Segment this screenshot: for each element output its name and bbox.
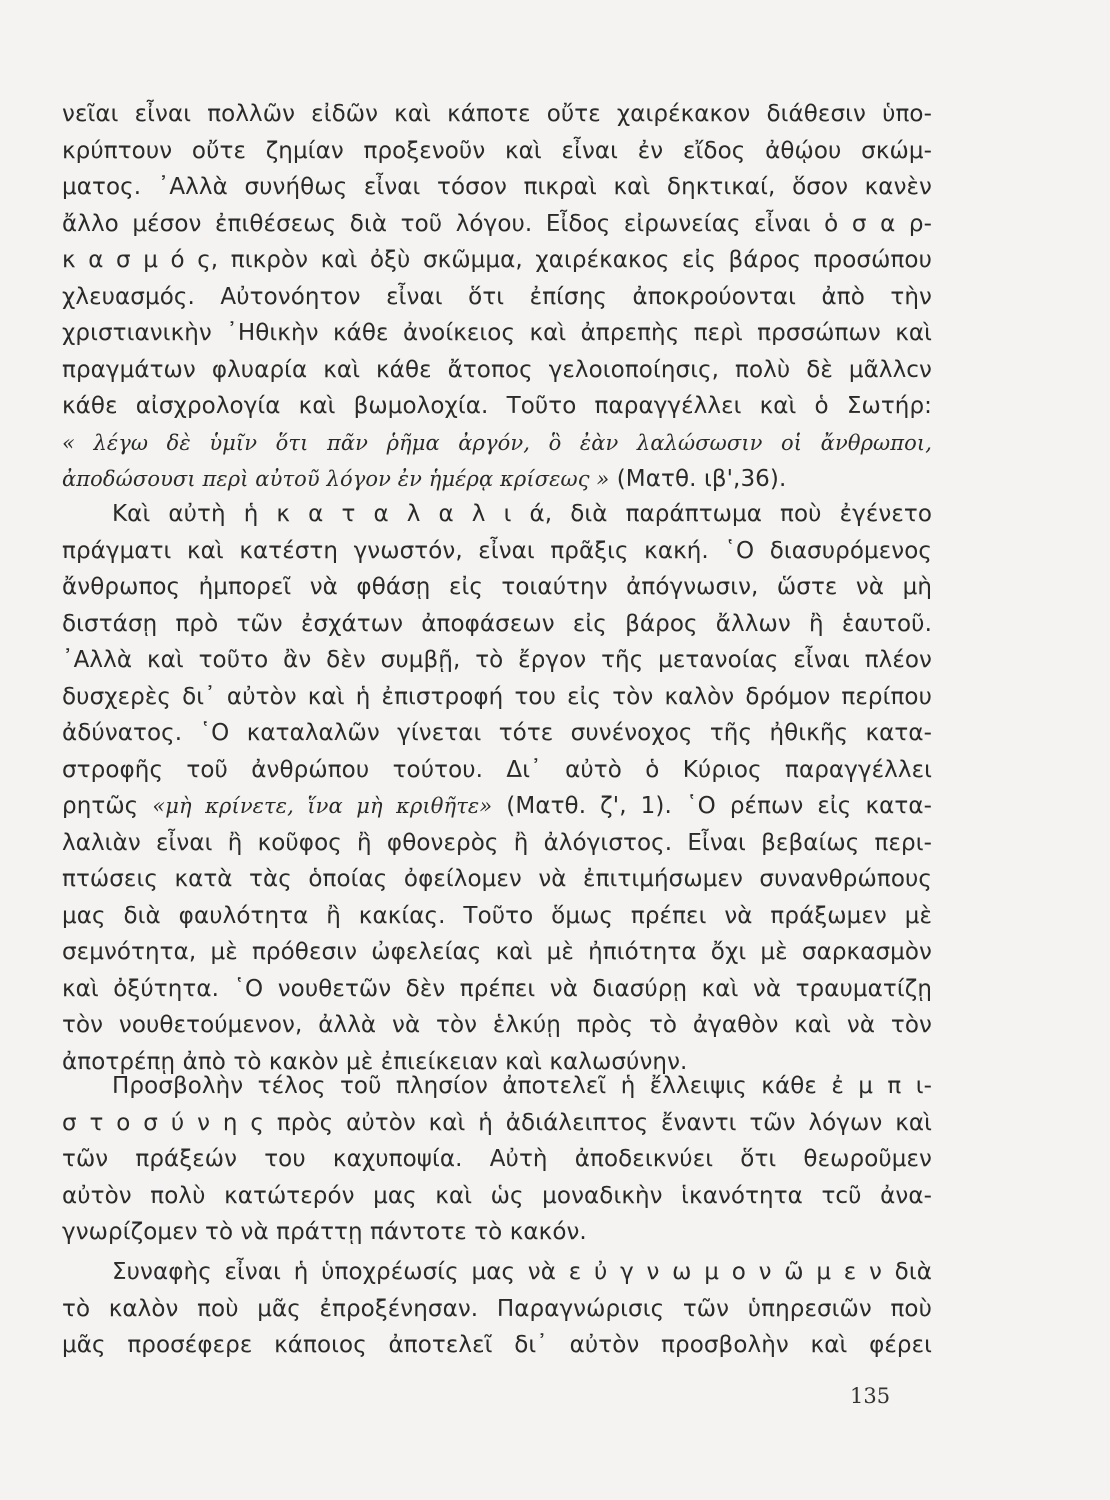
- text-line: γνωρίζομεν τὸ νὰ πράττῃ πάντοτε τὸ κακόν.: [62, 1219, 587, 1245]
- text-line: διστάσῃ πρὸ τῶν ἐσχάτων ἀποφάσεων εἰς βάρος ἄλλων ἢ ἑαυτοῦ.: [62, 610, 932, 637]
- paragraph-4: [62, 1254, 932, 1364]
- quote-line: [62, 425, 932, 462]
- scripture-quote: ἀποδώσουσι περὶ αὐτοῦ λόγον ἐν ἡμέρᾳ κρίσεως »: [62, 467, 610, 491]
- text-line: τῶν πράξεών του καχυποψία. Αὐτὴ ἀποδεικνύει ὅτι θεωροῦμεν: [62, 1146, 932, 1172]
- text-line: ἀδύνατος. ῾Ο καταλαλῶν γίνεται τότε συνένοχος τῆς ἠθικῆς κατα-: [62, 720, 932, 746]
- text-line: στροφῆς τοῦ ἀνθρώπου τούτου. Δι᾿ αὐτὸ ὁ Κύριος παραγγέλλει: [62, 756, 932, 783]
- text-line: μᾶς προσέφερε κάποιος ἀποτελεῖ δι᾿ αὐτὸν προσβολὴν καὶ φέρει: [62, 1332, 932, 1358]
- text-line: νεῖαι εἶναι πολλῶν εἰδῶν καὶ κάποτε οὔτε χαιρέκακον διάθεσιν ὑπο-: [62, 101, 932, 127]
- text-line: πτώσεις κατὰ τὰς ὁποίας ὀφείλομεν νὰ ἐπιτιμήσωμεν συνανθρώπους: [62, 866, 932, 892]
- text-line: λαλιὰν εἶναι ἢ κοῦφος ἢ φθονερὸς ἢ ἀλόγιστος. Εἶναι βεβαίως περι-: [62, 829, 932, 856]
- text-fragment: ρητῶς: [62, 793, 153, 819]
- text-line: πραγμάτων φλυαρία καὶ κάθε ἄτοπος γελοιοποίησις, πολὺ δὲ μᾶλλcν: [62, 356, 932, 383]
- text-line: ματος. ᾿Αλλὰ συνήθως εἶναι τόσον πικραὶ καὶ δηκτικαί, ὅσον κανὲν: [62, 174, 932, 200]
- text-line: Συναφὴς εἶναι ἡ ὑποχρέωσίς μας νὰ ε ὐ γ ν ω μ ο ν ῶ μ ε ν διὰ: [112, 1259, 932, 1285]
- text-line: [62, 788, 932, 825]
- text-line: σ τ ο σ ύ ν η ς πρὸς αὐτὸν καὶ ἡ ἀδιάλειπτος ἔναντι τῶν λόγων καὶ: [62, 1109, 932, 1136]
- text-line: τὸ καλὸν ποὺ μᾶς ἐπροξένησαν. Παραγνώρισις τῶν ὑπηρεσιῶν ποὺ: [62, 1295, 932, 1322]
- text-line: σεμνότητα, μὲ πρόθεσιν ὠφελείας καὶ μὲ ἠπιότητα ὄχι μὲ σαρκασμὸν: [62, 939, 932, 965]
- paragraph-2: [62, 496, 932, 1080]
- text-line: ᾿Αλλὰ καὶ τοῦτο ἂν δὲν συμβῇ, τὸ ἔργον τῆς μετανοίας εἶναι πλέον: [62, 647, 932, 673]
- scripture-quote: « λέγω δὲ ὑμῖν ὅτι πᾶν ῥῆμα ἀργόν, ὃ ἐὰν λαλώσωσιν οἱ ἄνθρωποι,: [62, 430, 932, 455]
- text-line: κρύπτουν οὔτε ζημίαν προξενοῦν καὶ εἶναι ἐν εἴδος ἀθῴου σκώμ-: [62, 137, 932, 164]
- text-line: Προσβολὴν τέλος τοῦ πλησίον ἀποτελεῖ ἡ ἔλλειψις κάθε ἐ μ π ι-: [112, 1073, 932, 1099]
- scripture-quote: «μὴ κρίνετε, ἵνα μὴ κριθῆτε»: [152, 794, 493, 818]
- text-line: χριστιανικὴν ᾿Ηθικὴν κάθε ἀνοίκειος καὶ ἀπρεπὴς περὶ πρσσώπων καὶ: [62, 320, 932, 346]
- text-line: κάθε αἰσχρολογία καὶ βωμολοχία. Τοῦτο παραγγέλλει καὶ ὁ Σωτήρ:: [62, 393, 932, 419]
- text-line: πράγματι καὶ κατέστη γνωστόν, εἶναι πρᾶξις κακή. ῾Ο διασυρόμενος: [62, 537, 932, 564]
- text-line: μας διὰ φαυλότητα ἢ κακίας. Τοῦτο ὅμως πρέπει νὰ πράξωμεν μὲ: [62, 902, 932, 929]
- text-line: τὸν νουθετούμενον, ἀλλὰ νὰ τὸν ἑλκύῃ πρὸς τὸ ἀγαθὸν καὶ νὰ τὸν: [62, 1012, 932, 1038]
- text-line: χλευασμός. Αὐτονόητον εἶναι ὅτι ἐπίσης ἀποκρούονται ἀπὸ τὴν: [62, 283, 932, 310]
- text-line: καὶ ὀξύτητα. ῾Ο νουθετῶν δὲν πρέπει νὰ διασύρῃ καὶ νὰ τραυματίζῃ: [62, 975, 932, 1002]
- page-number: 135: [850, 1384, 891, 1408]
- scripture-reference: (Ματθ. ζ', 1). ῾Ο ρέπων εἰς κατα-: [492, 793, 932, 819]
- text-line: κ α σ μ ό ς, πικρὸν καὶ ὀξὺ σκῶμμα, χαιρέκακος εἰς βάρος προσώπου: [62, 247, 932, 273]
- scripture-reference: (Ματθ. ιβ',36).: [609, 466, 787, 492]
- text-line: ἄλλο μέσον ἐπιθέσεως διὰ τοῦ λόγου. Εἶδος εἰρωνείας εἶναι ὁ σ α ρ-: [62, 210, 932, 237]
- paragraph-3: [62, 1068, 932, 1251]
- text-line: Καὶ αὐτὴ ἡ κ α τ α λ α λ ι ά, διὰ παράπτωμα ποὺ ἐγένετο: [112, 501, 932, 527]
- paragraph-1: [62, 96, 932, 498]
- quote-line: [62, 461, 932, 498]
- text-line: ἀποτρέπῃ ἀπὸ τὸ κακὸν μὲ ἐπιείκειαν καὶ καλωσύνην.: [62, 1048, 688, 1075]
- text-line: ἄνθρωπος ἠμπορεῖ νὰ φθάσῃ εἰς τοιαύτην ἀπόγνωσιν, ὥστε νὰ μὴ: [62, 574, 932, 600]
- text-line: δυσχερὲς δι᾿ αὐτὸν καὶ ἡ ἐπιστροφή του εἰς τὸν καλὸν δρόμον περίπου: [62, 683, 932, 710]
- text-line: αὐτὸν πολὺ κατώτερόν μας καὶ ὡς μοναδικὴν ἱκανότητα τcῦ ἀνα-: [62, 1182, 932, 1209]
